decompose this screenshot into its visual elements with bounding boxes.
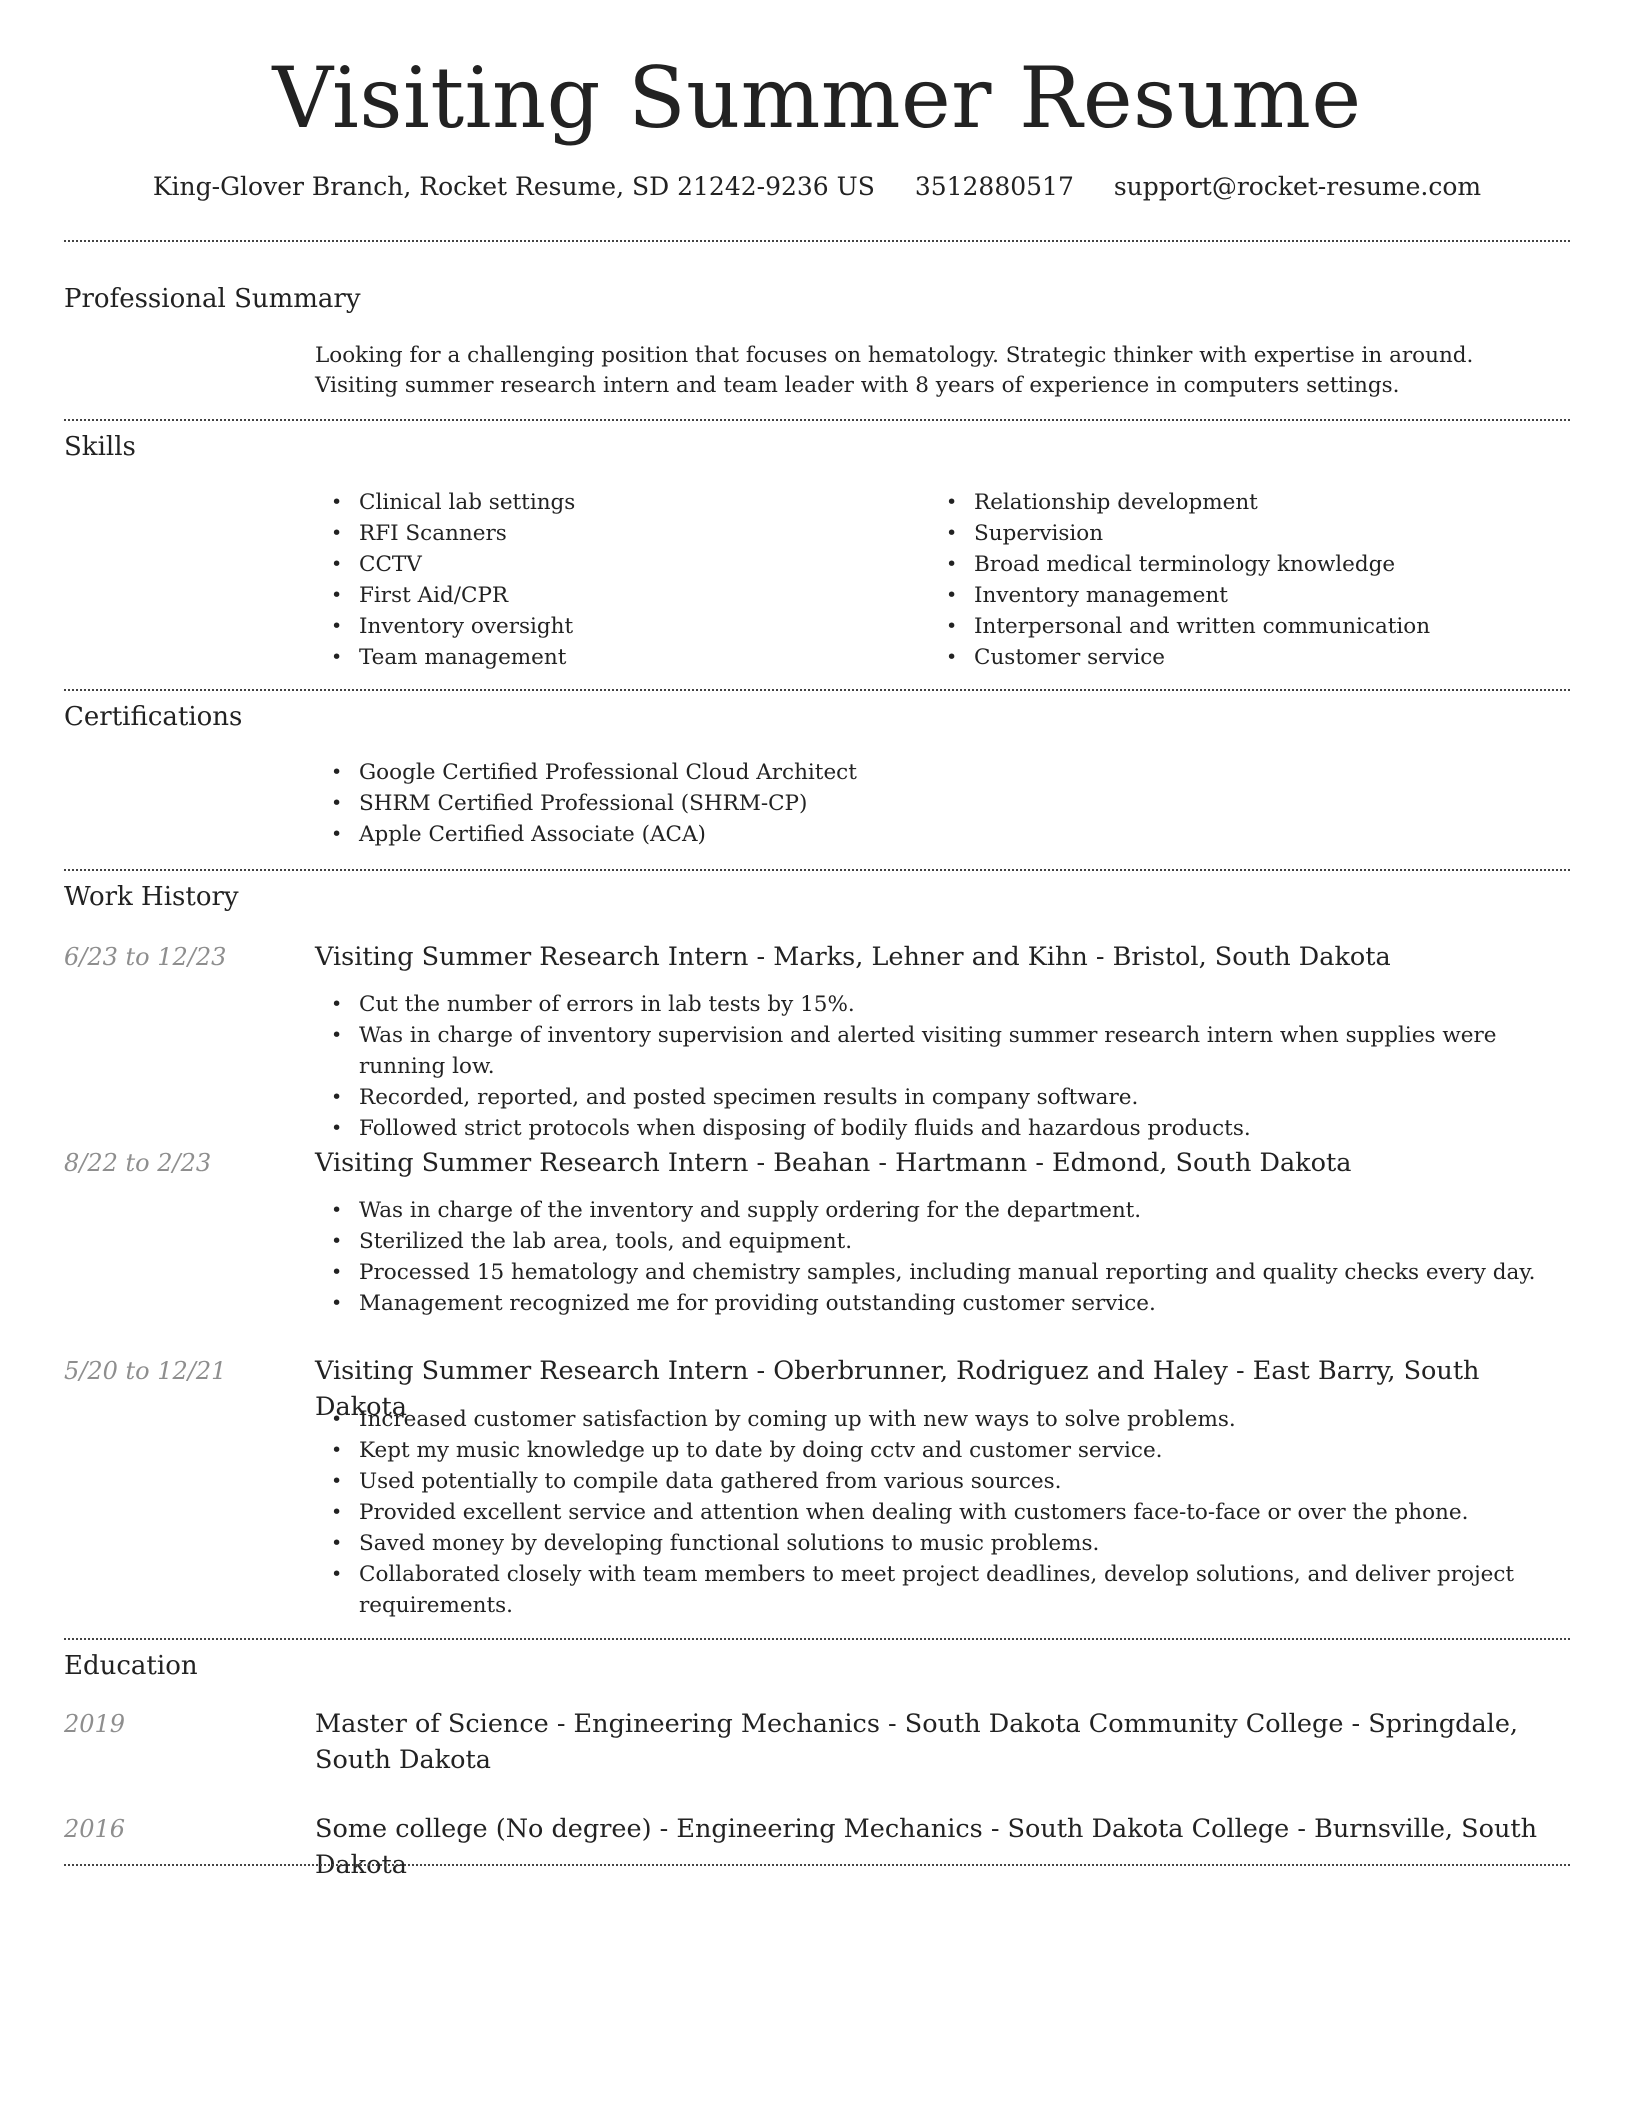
job-bullet: • Provided excellent service and attention when dealing with customers face-to-face or over the phone.: [315, 1497, 1515, 1528]
contact-phone: 3512880517: [914, 172, 1074, 201]
job-dates: 5/20 to 12/21: [64, 1357, 227, 1385]
certifications-list: [315, 757, 1515, 850]
education-entry: Master of Science - Engineering Mechanics - South Dakota Community College - Springdale, South Dakota: [315, 1709, 1519, 1775]
job-bullet: • Sterilized the lab area, tools, and equipment.: [315, 1226, 1575, 1257]
skill-item: • Customer service: [930, 642, 1550, 673]
job-bullet: • Collaborated closely with team members to meet project deadlines, develop solutions, and deliver project requirements.: [315, 1559, 1515, 1621]
section-divider: [64, 240, 1570, 242]
education-year: 2016: [64, 1815, 126, 1843]
job-bullet: • Used potentially to compile data gathered from various sources.: [315, 1466, 1515, 1497]
work-history-heading: Work History: [64, 882, 239, 912]
job-bullet: • Cut the number of errors in lab tests by 15%.: [315, 989, 1575, 1020]
skill-item: • Broad medical terminology knowledge: [930, 549, 1550, 580]
job-title: Visiting Summer Research Intern - Oberbrunner, Rodriguez and Haley - East Barry, South Dakota: [315, 1356, 1480, 1422]
skills-list-right: [930, 487, 1550, 673]
skill-item: • Interpersonal and written communication: [930, 611, 1550, 642]
skill-item: • Inventory management: [930, 580, 1550, 611]
skill-item: • Supervision: [930, 518, 1550, 549]
job-bullet: • Was in charge of inventory supervision and alerted visiting summer research intern when supplies were running low.: [315, 1020, 1575, 1082]
job-bullet: • Increased customer satisfaction by coming up with new ways to solve problems.: [315, 1404, 1515, 1435]
skill-item: • Team management: [315, 642, 915, 673]
certification-item: • Google Certified Professional Cloud Architect: [315, 757, 1515, 788]
skill-item: • Relationship development: [930, 487, 1550, 518]
certifications-heading: Certifications: [64, 702, 243, 732]
education-year: 2019: [64, 1710, 126, 1738]
summary-text: Looking for a challenging position that focuses on hematology. Strategic thinker with expertise in around. Visiting summer research intern and team leader with 8 years of experience in computers settings.: [315, 343, 1474, 398]
skill-item: • Inventory oversight: [315, 611, 915, 642]
section-divider: [64, 869, 1570, 871]
job-title: Visiting Summer Research Intern - Beahan - Hartmann - Edmond, South Dakota: [315, 1148, 1352, 1178]
skills-heading: Skills: [64, 432, 136, 462]
job-bullet: • Processed 15 hematology and chemistry samples, including manual reporting and quality checks every day.: [315, 1257, 1575, 1288]
job-bullet: • Recorded, reported, and posted specimen results in company software.: [315, 1082, 1575, 1113]
job-bullet: • Saved money by developing functional solutions to music problems.: [315, 1528, 1515, 1559]
contact-line: [64, 170, 1570, 204]
resume-title: Visiting Summer Resume: [272, 49, 1362, 147]
section-divider: [64, 419, 1570, 421]
job-bullet: • Was in charge of the inventory and supply ordering for the department.: [315, 1195, 1575, 1226]
section-divider: [64, 689, 1570, 691]
skill-item: • RFI Scanners: [315, 518, 915, 549]
section-divider: [64, 1638, 1570, 1640]
job-dates: 8/22 to 2/23: [64, 1149, 212, 1177]
job-bullets: [315, 989, 1575, 1144]
job-bullets: [315, 1195, 1575, 1319]
job-bullets: [315, 1404, 1515, 1621]
job-title: Visiting Summer Research Intern - Marks, Lehner and Kihn - Bristol, South Dakota: [315, 942, 1391, 972]
education-entry: Some college (No degree) - Engineering Mechanics - South Dakota College - Burnsville, South Dakota: [315, 1814, 1538, 1880]
education-heading: Education: [64, 1651, 198, 1681]
contact-address: King-Glover Branch, Rocket Resume, SD 21242-9236 US: [152, 172, 875, 201]
contact-email: support@rocket-resume.com: [1113, 172, 1482, 201]
skills-list-left: [315, 487, 915, 673]
certification-item: • Apple Certified Associate (ACA): [315, 819, 1515, 850]
certification-item: • SHRM Certified Professional (SHRM-CP): [315, 788, 1515, 819]
job-bullet: • Followed strict protocols when disposing of bodily fluids and hazardous products.: [315, 1113, 1575, 1144]
skill-item: • Clinical lab settings: [315, 487, 915, 518]
skill-item: • First Aid/CPR: [315, 580, 915, 611]
job-dates: 6/23 to 12/23: [64, 943, 227, 971]
section-divider: [64, 1864, 1570, 1866]
job-bullet: • Kept my music knowledge up to date by doing cctv and customer service.: [315, 1435, 1515, 1466]
skill-item: • CCTV: [315, 549, 915, 580]
summary-heading: Professional Summary: [64, 284, 361, 314]
job-bullet: • Management recognized me for providing outstanding customer service.: [315, 1288, 1575, 1319]
